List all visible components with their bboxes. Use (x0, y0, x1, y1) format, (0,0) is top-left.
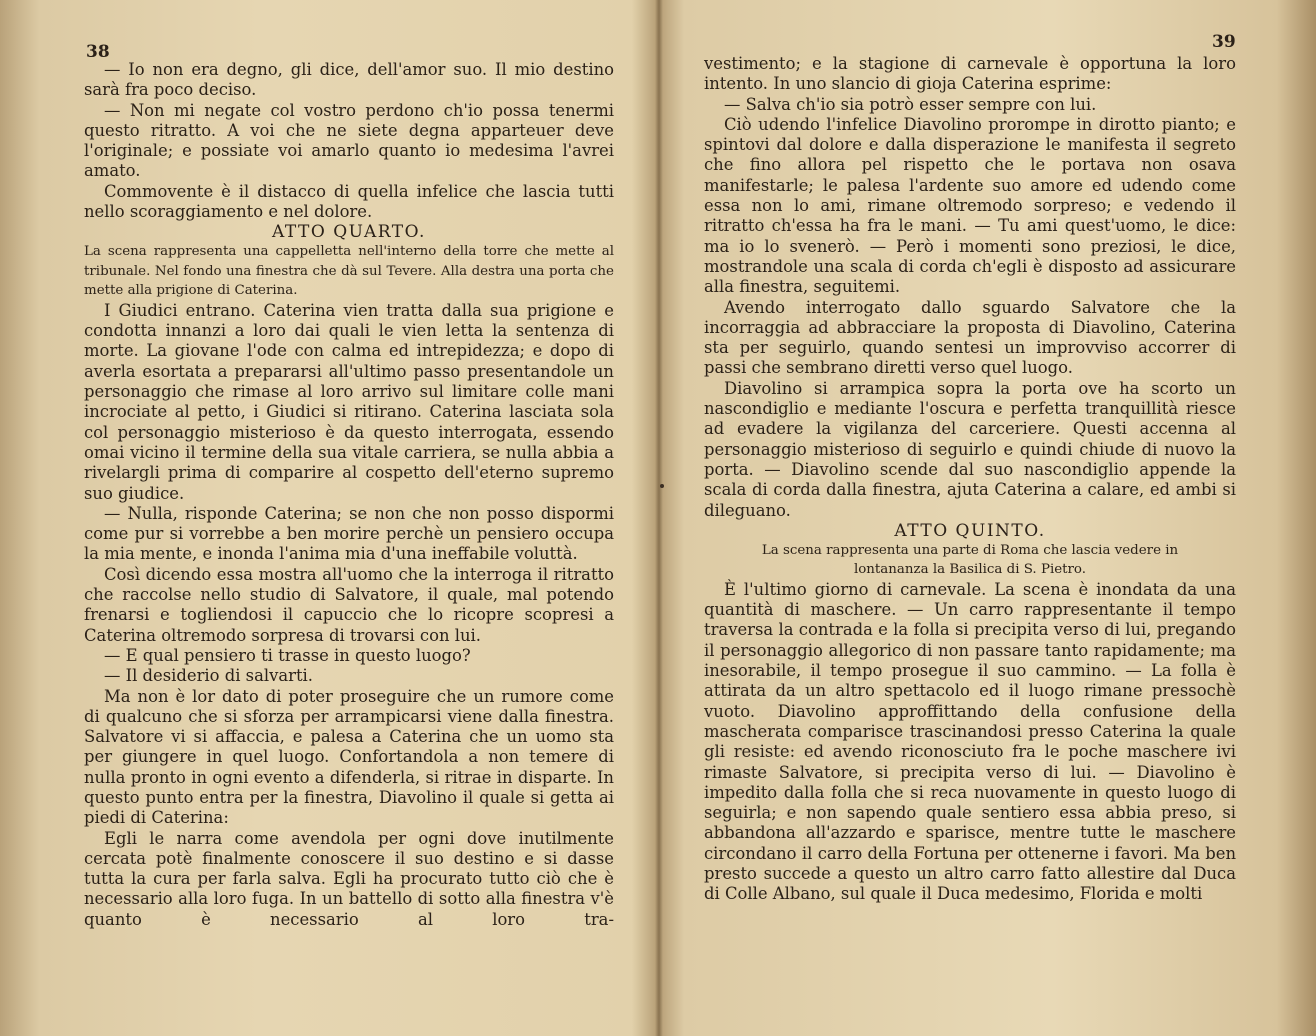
paragraph: Commovente è il distacco di quella infelice che lascia tutti nello scoraggiamento e nel dolore. (84, 181, 614, 222)
paragraph: — Il desiderio di salvarti. (104, 666, 313, 686)
paragraph: vestimento; e la stagione di carnevale è opportuna la loro intento. In uno slancio di gioja Caterina esprime: (704, 54, 1236, 94)
act-heading: ATTO QUINTO. (894, 520, 1046, 541)
paragraph: — Nulla, risponde Caterina; se non che non posso dispormi come pur si vorrebbe a ben morire perchè un pensiero occupa la mia mente, e inonda l'anima mia d'una ineffabile voluttà. (84, 503, 614, 564)
left-page (0, 0, 656, 1036)
paragraph: Diavolino si arrampica sopra la porta ove ha scorto un nascondiglio e mediante l'oscura e perfetta tranquillità riesce ad evadere la vigilanza del carceriere. Questi accenna al personaggio misterioso di seguirlo e quindi chiude di nuovo la porta. — Diavolino scende dal suo nascondiglio appende la scala di corda dalla finestra, ajuta Caterina a calare, ed ambi si dileguano. (704, 378, 1236, 520)
scene-description: La scena rappresenta una parte di Roma che lascia vedere in lontananza la Basilica di S. Pietro. (761, 542, 1179, 578)
paragraph: — Non mi negate col vostro perdono ch'io possa tenermi questo ritratto. A voi che ne siete degna apparteuer deve l'originale; e possiate voi amarlo quanto io medesima l'avrei amato. (84, 100, 614, 181)
act-heading: ATTO QUARTO. (272, 222, 426, 243)
paragraph: — Salva ch'io sia potrò esser sempre con lui. (724, 94, 1097, 114)
page-number-right: 39 (1212, 32, 1236, 52)
paragraph: Avendo interrogato dallo sguardo Salvatore che la incorraggia ad abbracciare la proposta di Diavolino, Caterina sta per seguirlo, quando sentesi un improvviso accorrer di passi che sembrano diretti verso quel luogo. (704, 297, 1236, 378)
paragraph: È l'ultimo giorno di carnevale. La scena è inondata da una quantità di maschere. — Un carro rappresentante il tempo traversa la contrada e la folla si precipita verso di lui, pregando il personaggio allegorico di non passare tanto rapidamente; ma inesorabile, il tempo prosegue il suo cammino. — La folla è attirata da un altro spettacolo ed il luogo rimane pressochè vuoto. Diavolino approffittando della confusione della mascherata comparisce trascinandosi presso Caterina la quale gli resiste: ed avendo riconosciuto fra le poche maschere ivi rimaste Salvatore, si precipita verso di lui. — Diavolino è impedito dalla folla che si reca nuovamente in questo luogo di seguirla; e non sapendo quale sentiero essa abbia preso, si abbandona all'azzardo e sparisce, mentre tutte le maschere circondano il carro della Fortuna per ottenerne i favori. Ma ben presto succede a questo un altro carro fatto allestire dal Duca di Colle Albano, sul quale il Duca medesimo, Florida e molti (704, 579, 1236, 904)
right-column (704, 54, 1236, 905)
paragraph: — Io non era degno, gli dice, dell'amor suo. Il mio destino sarà fra poco deciso. (84, 60, 614, 100)
page-number-left: 38 (86, 42, 110, 62)
paragraph: — E qual pensiero ti trasse in questo luogo? (104, 645, 471, 665)
paragraph: Ma non è lor dato di poter proseguire che un rumore come di qualcuno che si sforza per arrampicarsi viene dalla finestra. Salvatore vi si affaccia, e palesa a Caterina che un uomo sta per giungere in quel luogo. Confortandola a non temere di nulla pronto in ogni evento a difenderla, si ritrae in disparte. In questo punto entra per la finestra, Diavolino il quale si getta ai piedi di Caterina: (84, 686, 614, 828)
paragraph: Così dicendo essa mostra all'uomo che la interroga il ritratto che raccolse nello studio di Salvatore, il quale, mal potendo frenarsi e togliendosi il capuccio che lo ricopre scopresi a Caterina oltremodo sorpresa di trovarsi con lui. (84, 564, 614, 645)
paragraph: Ciò udendo l'infelice Diavolino prorompe in dirotto pianto; e spintovi dal dolore e dalla disperazione le manifesta il segreto che fino allora pel rispetto che le portava non osava manifestarle; le palesa l'ardente suo amore ed udendo come essa non lo ami, rimane oltremodo sorpreso; e vedendo il ritratto ch'essa ha fra le mani. — Tu ami quest'uomo, le dice: ma io lo svenerò. — Però i momenti sono preziosi, le dice, mostrandole una scala di corda ch'egli è disposto ad assicurare alla finestra, seguitemi. (704, 114, 1236, 297)
scene-description: La scena rappresenta una cappelletta nell'interno della torre che mette al tribunale. Nel fondo una finestra che dà sul Tevere. Alla destra una porta che mette alla prigione di Caterina. (84, 244, 614, 299)
left-column (84, 60, 614, 930)
paragraph: I Giudici entrano. Caterina vien tratta dalla sua prigione e condotta innanzi a loro dai quali le vien letta la sentenza di morte. La giovane l'ode con calma ed intrepidezza; e dopo di averla esortata a prepararsi all'ultimo passo presentandole un personaggio che rimase al loro arrivo sul limitare colle mani incrociate al petto, i Giudici si ritirano. Caterina lasciata sola col personaggio misterioso è da questo interrogata, essendo omai vicino il termine della sua vitale carriera, se nulla abbia a rivelargli prima di comparire al cospetto dell'eterno supremo suo giudice. (84, 300, 614, 503)
paragraph: Egli le narra come avendola per ogni dove inutilmente cercata potè finalmente conoscere il suo destino e si dasse tutta la cura per farla salva. Egli ha procurato tutto ciò che è necessario alla loro fuga. In un battello di sotto alla finestra v'è quanto è necessario al loro tra- (84, 828, 614, 929)
